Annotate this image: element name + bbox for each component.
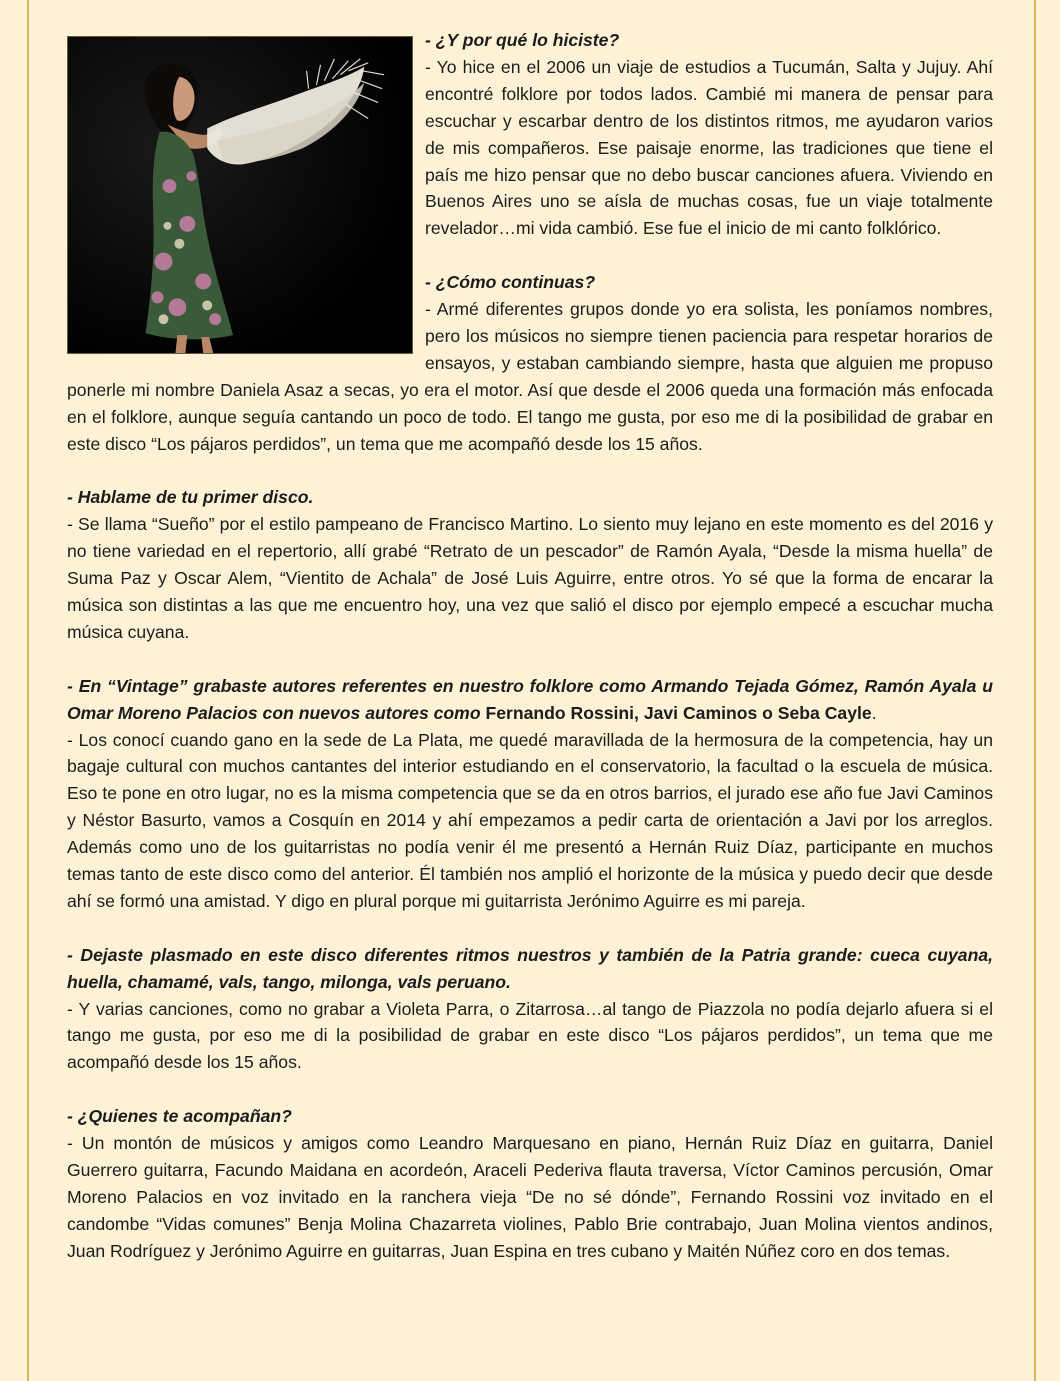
interview-answer: - Los conocí cuando gano en la sede de La Plata, me quedé maravillada de la hermosura de la competencia, hay un bagaje cultural con muchos cantantes del interior estudiando en el conservatorio, la facultad o la escuela de música. Eso te pone en otro lugar, no es la misma competencia que se da en otros barrios, el jurado ese año fue Javi Caminos y Néstor Basurto, vamos a Cosquín en 2014 y ahí empezamos a pedir carta de orientación a Javi por los arreglos. Además como uno de los guitarristas no podía venir él me presentó a Hernán Ruiz Díaz, participante en muchos temas tanto de este disco como del anterior. Él también nos amplió el horizonte de la música y puedo decir que desde ahí se formó una amistad. Y digo en plural porque mi guitarrista Jerónimo Aguirre es mi pareja. bbox=[67, 729, 993, 911]
question-text: - Dejaste plasmado en este disco diferentes ritmos nuestros y también de la Patria grande: cueca cuyana, huella, chamamé, vals, tango, milonga, vals peruano. bbox=[67, 944, 993, 992]
right-border-rule bbox=[1034, 0, 1036, 1381]
interview-answer: - Y varias canciones, como no grabar a Violeta Parra, o Zitarrosa…al tango de Piazzola no podía dejarlo afuera si el tango me gusta, por eso me di la posibilidad de grabar en este disco “Los pájaros perdidos”, un tema que me acompañó desde los 15 años. bbox=[67, 998, 993, 1073]
interview-question bbox=[67, 942, 993, 996]
section-gap bbox=[67, 915, 993, 942]
interview-question bbox=[67, 484, 993, 511]
left-border-rule bbox=[27, 0, 29, 1381]
section-gap bbox=[67, 646, 993, 673]
question-text: - Hablame de tu primer disco. bbox=[67, 487, 314, 508]
section-gap bbox=[67, 457, 993, 484]
interview-question bbox=[67, 1103, 993, 1130]
question-text: - ¿Cómo continuas? bbox=[425, 272, 596, 293]
question-text: - ¿Y por qué lo hiciste? bbox=[425, 30, 620, 50]
interview-body bbox=[67, 27, 993, 1265]
interview-answer: - Yo hice en el 2006 un viaje de estudios a Tucumán, Salta y Jujuy. Ahí encontré folklore por todos lados. Cambié mi manera de pensar para escuchar y escarbar dentro de los distintos ritmos, me ayudaron varios de mis compañeros. Ese paisaje enorme, las tradiciones que tiene el país me hizo pensar que no debo buscar canciones afuera. Viviendo en Buenos Aires uno se aísla de muchas cosas, fue un viaje totalmente revelador…mi vida cambió. Ese fue el inicio de mi canto folklórico. bbox=[425, 56, 993, 239]
interview-question bbox=[67, 673, 993, 727]
question-text: - ¿Quienes te acompañan? bbox=[67, 1106, 292, 1127]
interview-answer: - Armé diferentes grupos donde yo era solista, les poníamos nombres, pero los músicos no siempre tienen paciencia para respetar horarios de ensayos, y estaban cambiando siempre, hasta que alguien me propuso ponerle mi nombre Daniela Asaz a secas, yo era el motor. Así que desde el 2006 queda una formación más enfocada en el folklore, aunque seguía cantando un poco de todo. El tango me gusta, por eso me di la posibilidad de grabar en este disco “Los pájaros perdidos”, un tema que me acompañó desde los 15 años. bbox=[67, 299, 993, 454]
singer-photo bbox=[67, 36, 413, 354]
question-highlight: Fernando Rossini, Javi Caminos o Seba Cayle bbox=[485, 702, 872, 723]
question-text: - En “Vintage” grabaste autores referentes en nuestro folklore como Armando Tejada Gómez, Ramón Ayala u Omar Moreno Palacios con nuevos autores como bbox=[67, 675, 993, 723]
section-gap bbox=[67, 1076, 993, 1103]
question-end: . bbox=[871, 702, 877, 723]
interview-answer: - Se llama “Sueño” por el estilo pampeano de Francisco Martino. Lo siento muy lejano en este momento es del 2016 y no tiene variedad en el repertorio, allí grabé “Retrato de un pescador” de Ramón Ayala, “Desde la misma huella” de Suma Paz y Oscar Alem, “Vientito de Achala” de José Luis Aguirre, entre otros. Yo sé que la forma de encarar la música son distintas a las que me encuentro hoy, una vez que salió el disco por ejemplo empecé a escuchar mucha música cuyana. bbox=[67, 514, 993, 642]
interview-answer: - Un montón de músicos y amigos como Leandro Marquesano en piano, Hernán Ruiz Díaz en guitarra, Daniel Guerrero guitarra, Facundo Maidana en acordeón, Araceli Pederiva flauta traversa, Víctor Caminos percusión, Omar Moreno Palacios en voz invitado en la ranchera vieja “De no sé dónde”, Fernando Rossini voz invitado en el candombe “Vidas comunes” Benja Molina Chazarreta violines, Pablo Brie contrabajo, Juan Molina vientos andinos, Juan Rodríguez y Jerónimo Aguirre en guitarras, Juan Espina en tres cubano y Maitén Núñez coro en dos temas. bbox=[67, 1133, 993, 1261]
